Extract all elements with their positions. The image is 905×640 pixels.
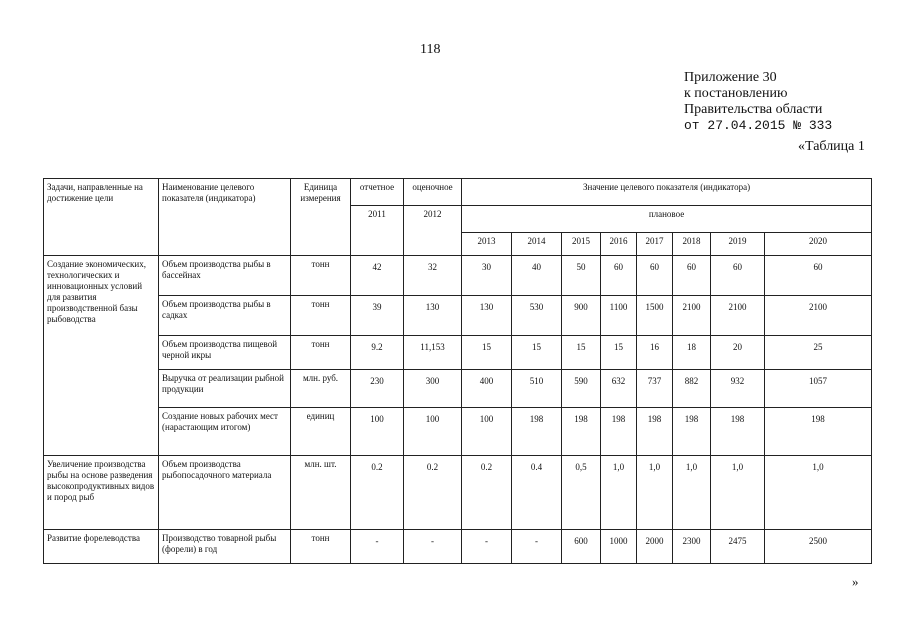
indicator-cell: Объем производства рыбы в бассейнах [159, 256, 291, 296]
header-indicator-name: Наименование целевого показателя (индикатора) [159, 179, 291, 256]
unit-cell: единиц [291, 408, 351, 456]
appendix-line-2: к постановлению [684, 86, 788, 101]
value-cell: 2100 [765, 296, 872, 336]
closing-quote: » [852, 574, 859, 589]
indicator-cell: Объем производства пищевой черной икры [159, 336, 291, 370]
appendix-line-4: от 27.04.2015 № 333 [684, 118, 833, 133]
value-cell: 100 [351, 408, 404, 456]
value-cell: 198 [601, 408, 637, 456]
table-row [44, 530, 872, 564]
header-reported: отчетное [351, 179, 404, 206]
value-cell: 2100 [711, 296, 765, 336]
table-row [44, 456, 872, 530]
header-year-2015: 2015 [562, 233, 601, 256]
indicator-cell: Объем производства рыбы в садках [159, 296, 291, 336]
value-cell: 0.2 [404, 456, 462, 530]
table-caption: «Таблица 1 [798, 139, 865, 154]
value-cell: 130 [462, 296, 512, 336]
unit-cell: тонн [291, 256, 351, 296]
value-cell: - [404, 530, 462, 564]
appendix-block [684, 70, 832, 134]
value-cell: 1500 [637, 296, 673, 336]
value-cell: 1,0 [673, 456, 711, 530]
task-cell: Развитие форелеводства [44, 530, 159, 564]
value-cell: - [512, 530, 562, 564]
value-cell: 15 [512, 336, 562, 370]
value-cell: 600 [562, 530, 601, 564]
table-row [44, 336, 872, 370]
page-number: 118 [420, 42, 441, 57]
header-values-group: Значение целевого показателя (индикатора) [462, 179, 872, 206]
header-year-2011: 2011 [351, 206, 404, 256]
value-cell: 1057 [765, 370, 872, 408]
unit-cell: тонн [291, 296, 351, 336]
value-cell: 11,153 [404, 336, 462, 370]
value-cell: 30 [462, 256, 512, 296]
value-cell: 510 [512, 370, 562, 408]
table-row [44, 296, 872, 336]
value-cell: 198 [512, 408, 562, 456]
task-cell: Увеличение производства рыбы на основе разведения высокопродуктивных видов и пород рыб [44, 456, 159, 530]
header-year-2019: 2019 [711, 233, 765, 256]
value-cell: 9.2 [351, 336, 404, 370]
value-cell: 198 [637, 408, 673, 456]
value-cell: 530 [512, 296, 562, 336]
value-cell: 932 [711, 370, 765, 408]
header-planned: плановое [462, 206, 872, 233]
value-cell: 39 [351, 296, 404, 336]
value-cell: 0,5 [562, 456, 601, 530]
value-cell: 1100 [601, 296, 637, 336]
indicator-cell: Объем производства рыбопосадочного материала [159, 456, 291, 530]
value-cell: 0.4 [512, 456, 562, 530]
value-cell: 198 [673, 408, 711, 456]
value-cell: 737 [637, 370, 673, 408]
value-cell: 15 [601, 336, 637, 370]
value-cell: 1,0 [711, 456, 765, 530]
value-cell: 40 [512, 256, 562, 296]
table-row [44, 370, 872, 408]
value-cell: 25 [765, 336, 872, 370]
value-cell: 100 [404, 408, 462, 456]
value-cell: 2300 [673, 530, 711, 564]
value-cell: 130 [404, 296, 462, 336]
value-cell: 590 [562, 370, 601, 408]
unit-cell: тонн [291, 336, 351, 370]
unit-cell: млн. руб. [291, 370, 351, 408]
indicator-cell: Создание новых рабочих мест (нарастающим итогом) [159, 408, 291, 456]
unit-cell: тонн [291, 530, 351, 564]
value-cell: 198 [711, 408, 765, 456]
value-cell: 2475 [711, 530, 765, 564]
value-cell: 198 [562, 408, 601, 456]
appendix-line-1: Приложение 30 [684, 70, 777, 85]
value-cell: 900 [562, 296, 601, 336]
table-row [44, 256, 872, 296]
value-cell: 50 [562, 256, 601, 296]
value-cell: 198 [765, 408, 872, 456]
value-cell: 2500 [765, 530, 872, 564]
value-cell: 20 [711, 336, 765, 370]
header-year-2018: 2018 [673, 233, 711, 256]
value-cell: 60 [765, 256, 872, 296]
value-cell: 15 [562, 336, 601, 370]
header-year-2017: 2017 [637, 233, 673, 256]
task-cell: Создание экономических, технологических и инновационных условий для развития производственной базы рыбоводства [44, 256, 159, 456]
header-unit: Единица измерения [291, 179, 351, 256]
value-cell: 0.2 [462, 456, 512, 530]
value-cell: 1,0 [601, 456, 637, 530]
value-cell: 42 [351, 256, 404, 296]
value-cell: 2100 [673, 296, 711, 336]
header-year-2016: 2016 [601, 233, 637, 256]
header-row-1 [44, 179, 872, 206]
header-year-2020: 2020 [765, 233, 872, 256]
value-cell: - [462, 530, 512, 564]
value-cell: 0.2 [351, 456, 404, 530]
value-cell: - [351, 530, 404, 564]
value-cell: 100 [462, 408, 512, 456]
indicator-cell: Производство товарной рыбы (форели) в год [159, 530, 291, 564]
header-task: Задачи, направленные на достижение цели [44, 179, 159, 256]
value-cell: 632 [601, 370, 637, 408]
value-cell: 882 [673, 370, 711, 408]
value-cell: 1,0 [765, 456, 872, 530]
header-estimated: оценочное [404, 179, 462, 206]
value-cell: 400 [462, 370, 512, 408]
value-cell: 1000 [601, 530, 637, 564]
header-year-2012: 2012 [404, 206, 462, 256]
header-year-2013: 2013 [462, 233, 512, 256]
value-cell: 2000 [637, 530, 673, 564]
value-cell: 300 [404, 370, 462, 408]
value-cell: 16 [637, 336, 673, 370]
value-cell: 60 [601, 256, 637, 296]
value-cell: 230 [351, 370, 404, 408]
value-cell: 15 [462, 336, 512, 370]
indicator-table [43, 178, 872, 564]
table-row [44, 408, 872, 456]
table-body [44, 179, 872, 564]
indicator-cell: Выручка от реализации рыбной продукции [159, 370, 291, 408]
value-cell: 60 [673, 256, 711, 296]
value-cell: 60 [637, 256, 673, 296]
appendix-line-3: Правительства области [684, 102, 823, 117]
value-cell: 32 [404, 256, 462, 296]
value-cell: 60 [711, 256, 765, 296]
value-cell: 18 [673, 336, 711, 370]
unit-cell: млн. шт. [291, 456, 351, 530]
header-year-2014: 2014 [512, 233, 562, 256]
value-cell: 1,0 [637, 456, 673, 530]
